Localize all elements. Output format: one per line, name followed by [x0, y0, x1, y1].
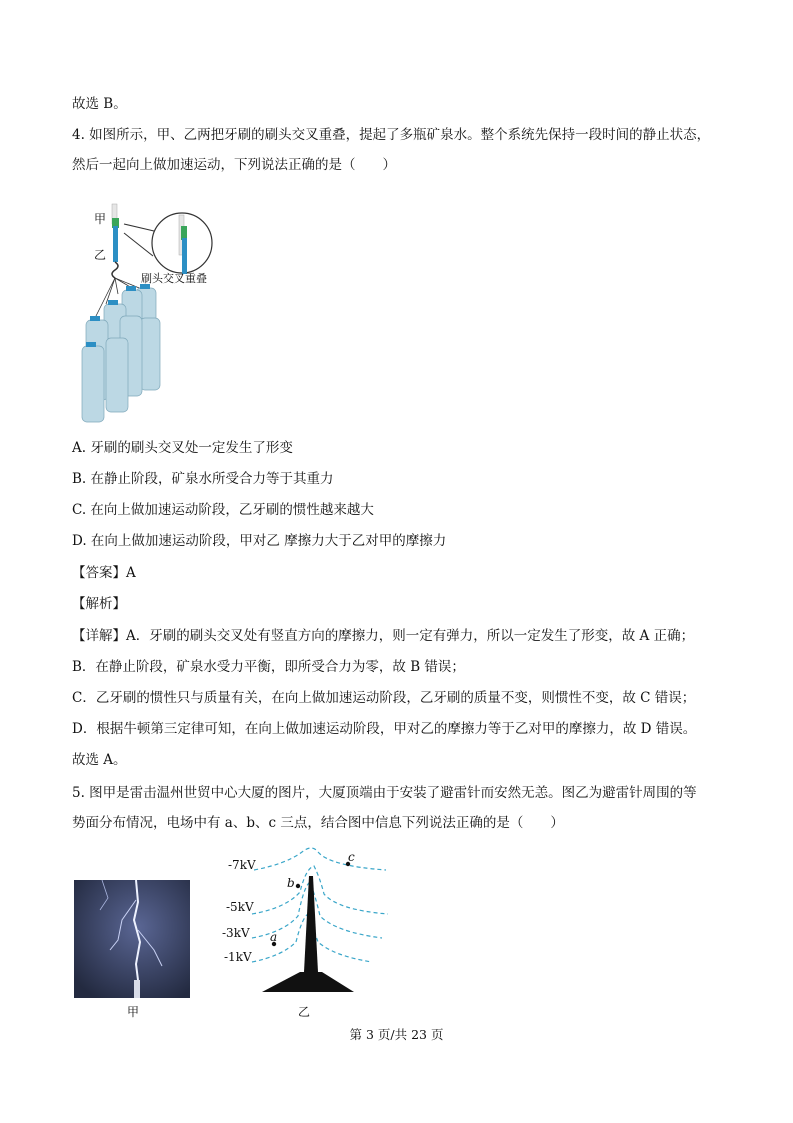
potential-label: -7kV — [228, 858, 256, 872]
water-bottles — [82, 288, 160, 422]
caption-yi: 乙 — [298, 1005, 311, 1019]
toothbrush-bottles-illustration — [78, 198, 248, 424]
inset-pointer-line — [124, 224, 154, 231]
q4-option-c: C. 在向上做加速运动阶段，乙牙刷的惯性越来越大 — [72, 502, 374, 518]
q4-analysis-line: 【详解】A．牙刷的刷头交叉处有竖直方向的摩擦力，则一定有弹力，所以一定发生了形变，故 A 正确； — [72, 628, 695, 644]
q4-option-b: B. 在静止阶段，矿泉水所受合力等于其重力 — [72, 471, 334, 487]
q4-analysis-line: C．乙牙刷的惯性只与质量有关，在向上做加速运动阶段，乙牙刷的质量不变，则惯性不变，故 C 错误； — [72, 690, 696, 706]
rod-base — [262, 972, 354, 992]
point-label-c: c — [348, 850, 355, 864]
label-jia: 甲 — [94, 212, 107, 226]
q4-stem-line1: 4. 如图所示，甲、乙两把牙刷的刷头交叉重叠，提起了多瓶矿泉水。整个系统先保持一段时间的静止状态， — [72, 127, 711, 143]
caption-jia: 甲 — [127, 1005, 140, 1019]
inset-pointer-line — [124, 233, 153, 256]
point-b — [296, 884, 300, 888]
toothbrush-yi — [113, 226, 118, 262]
label-yi: 乙 — [94, 248, 107, 262]
point-label-b: b — [287, 876, 295, 890]
hook-icon — [112, 262, 118, 278]
q4-stem-line2: 然后一起向上做加速运动，下列说法正确的是（ ） — [72, 157, 396, 173]
q4-conclusion: 故选 A。 — [72, 752, 127, 768]
q4-figure — [78, 198, 248, 424]
potential-label: -1kV — [224, 950, 252, 964]
q5-stem-line1: 5. 图甲是雷击温州世贸中心大厦的图片，大厦顶端由于安装了避雷针而安然无恙。图乙为避雷针周围的等 — [72, 785, 697, 801]
q4-answer: 【答案】A — [72, 565, 136, 581]
q4-analysis-line: B．在静止阶段，矿泉水受力平衡，即所受合力为零，故 B 错误； — [72, 659, 465, 675]
equipotential-diagram — [216, 838, 396, 996]
q5-stem-line2: 势面分布情况，电场中有 a、b、c 三点，结合图中信息下列说法正确的是（ ） — [72, 815, 564, 831]
page-footer: 第 3 页/共 23 页 — [349, 1027, 444, 1042]
q4-analysis-title: 【解析】 — [72, 596, 126, 612]
lightning-rod — [304, 876, 318, 972]
q4-analysis-line: D．根据牛顿第三定律可知，在向上做加速运动阶段，甲对乙的摩擦力等于乙对甲的摩擦力，故 D 错误。 — [72, 721, 697, 737]
inset-caption: 刷头交叉重叠 — [141, 272, 207, 285]
potential-label: -3kV — [222, 926, 250, 940]
q4-option-a: A. 牙刷的刷头交叉处一定发生了形变 — [72, 440, 293, 456]
q4-option-d: D. 在向上做加速运动阶段，甲对乙 摩擦力大于乙对甲的摩擦力 — [72, 533, 447, 549]
point-label-a: a — [270, 930, 278, 944]
top-conclusion: 故选 B。 — [72, 96, 127, 112]
potential-label: -5kV — [226, 900, 254, 914]
lightning-photo — [74, 880, 190, 998]
